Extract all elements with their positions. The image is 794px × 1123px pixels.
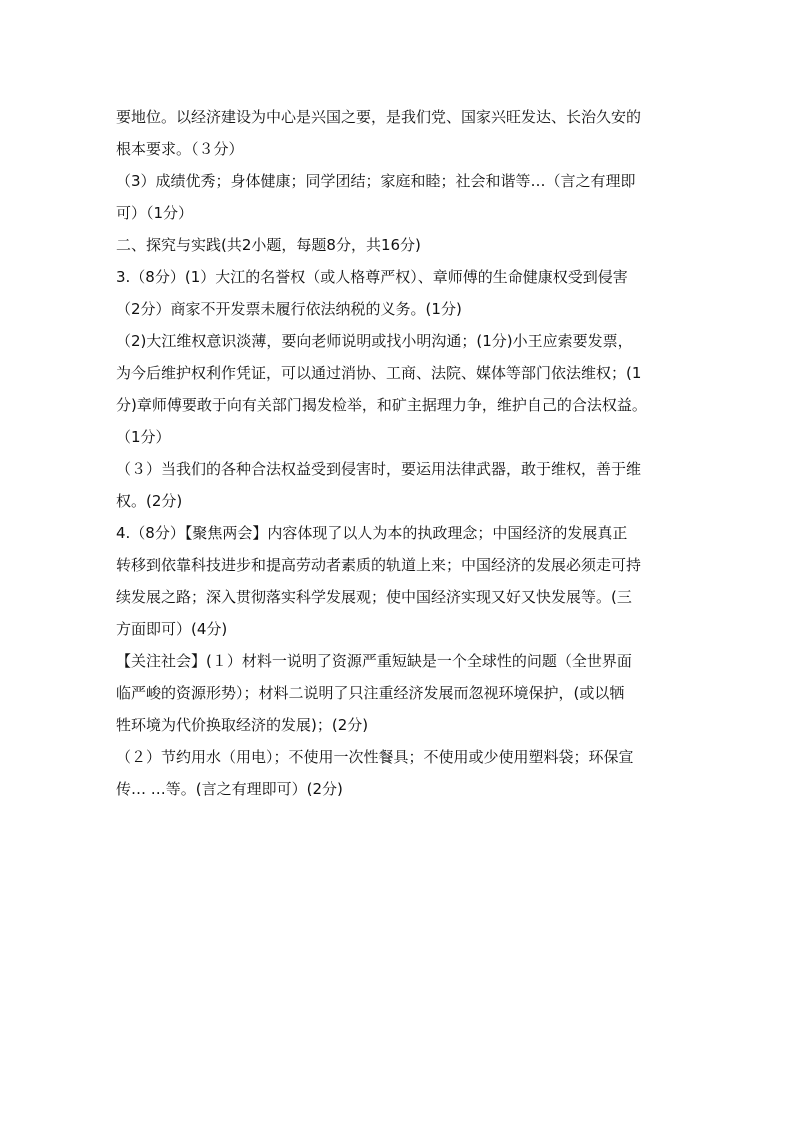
question-3-line-3: （2)大江维权意识淡薄，要向老师说明或找小明沟通；(1分)小王应索要发票， (116, 332, 633, 350)
text-line-4: 可）（1分） (116, 204, 194, 222)
question-3-line-4: 为今后维护权利作凭证，可以通过消协、工商、法院、媒体等部门依法维权；(1 (116, 364, 642, 382)
question-4-line-1: 4.（8分）【聚焦两会】内容体现了以人为本的执政理念；中国经济的发展真正 (116, 524, 628, 542)
question-3-line-7: （３）当我们的各种合法权益受到侵害时，要运用法律武器，敢于维权，善于维 (116, 460, 642, 478)
question-4-line-2: 转移到依靠科技进步和提高劳动者素质的轨道上来；中国经济的发展必须走可持 (116, 556, 642, 574)
question-4-line-9: 传… …等。(言之有理即可）(2分) (116, 780, 343, 798)
text-line-3: （3）成绩优秀；身体健康；同学团结；家庭和睦；社会和谐等…（言之有理即 (116, 172, 636, 190)
question-4-line-7: 牲环境为代价换取经济的发展)；(2分) (116, 716, 369, 734)
text-line-1: 要地位。以经济建设为中心是兴国之要，是我们党、国家兴旺发达、长治久安的 (116, 108, 642, 126)
question-3-line-8: 权。(2分) (116, 492, 183, 510)
answer-text-block (116, 101, 686, 805)
question-4-line-3: 续发展之路；深入贯彻落实科学发展观；使中国经济实现又好又快发展等。(三 (116, 588, 632, 606)
question-4-line-6: 临严峻的资源形势）；材料二说明了只注重经济发展而忽视环境保护，(或以牺 (116, 684, 625, 702)
question-4-line-4: 方面即可）(4分) (116, 620, 228, 638)
text-line-2: 根本要求。（３分） (116, 140, 244, 158)
question-3-line-2: （2分）商家不开发票未履行依法纳税的义务。(1分) (116, 300, 462, 318)
question-3-line-5: 分)章师傅要敢于向有关部门揭发检举，和矿主据理力争，维护自己的合法权益。 (116, 396, 647, 414)
question-4-line-5: 【关注社会】(１）材料一说明了资源严重短缺是一个全球性的问题（全世界面 (116, 652, 632, 670)
section-heading-explore-practice: 二、探究与实践(共2小题，每题8分，共16分) (116, 236, 421, 254)
question-4-line-8: （２）节约用水（用电）；不使用一次性餐具；不使用或少使用塑料袋；环保宣 (116, 748, 634, 766)
question-3-line-1: 3.（8分）(1）大江的名誉权（或人格尊严权）、章师傅的生命健康权受到侵害 (116, 268, 628, 286)
question-3-line-6: （1分） (116, 428, 171, 446)
